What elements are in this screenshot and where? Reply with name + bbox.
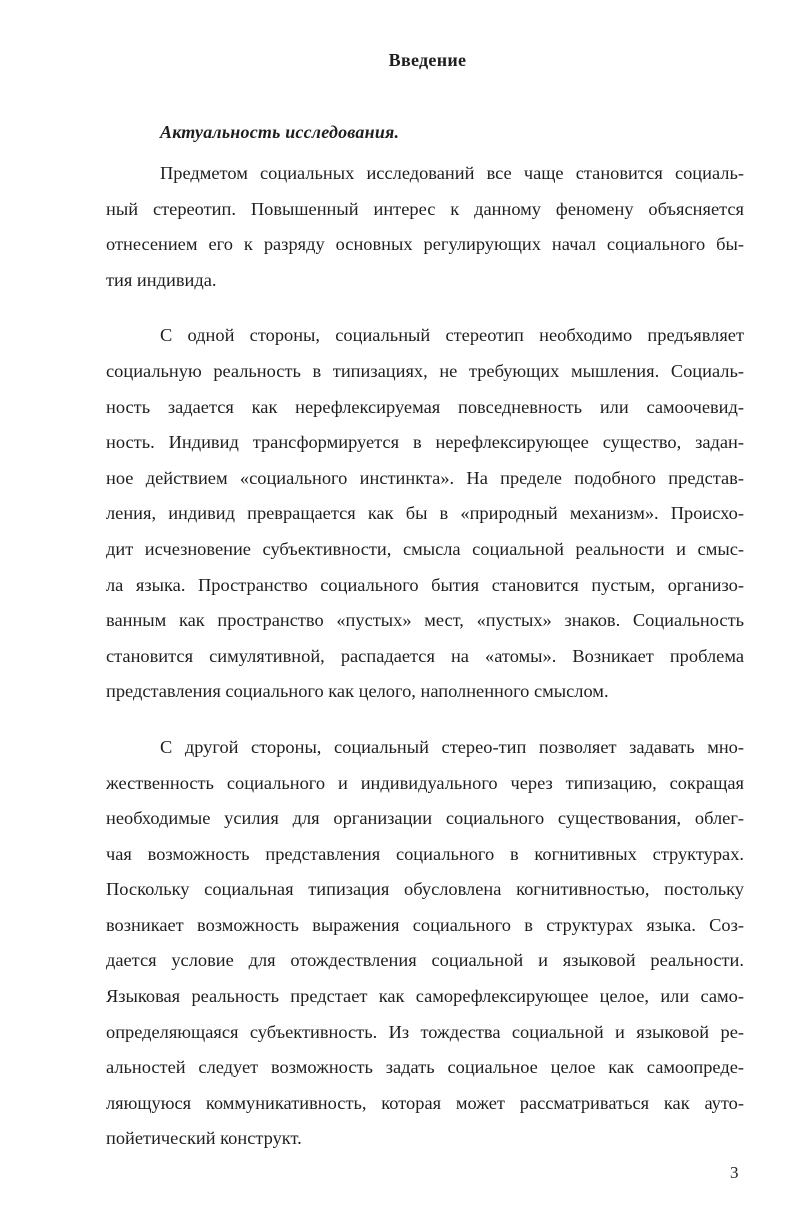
text-line: тия индивида.	[106, 269, 217, 290]
text-line: Поскольку социальная типизация обусловлена когнитивностью, постольку	[106, 879, 744, 900]
body-text	[106, 156, 744, 1157]
text-line: пойетический конструкт.	[106, 1128, 302, 1149]
text-line: ный стереотип. Повышенный интерес к данному феномену объясняется	[106, 198, 744, 219]
text-line: ность задается как нерефлексируемая повседневность или самоочевид-	[106, 396, 744, 417]
text-line: необходимые усилия для организации социального существования, облег-	[106, 808, 744, 829]
paragraph-1	[106, 156, 744, 298]
text-line: Предметом социальных исследований все чаще становится социаль-	[160, 163, 744, 183]
paragraph-2	[106, 318, 744, 710]
text-line: ванным как пространство «пустых» мест, «пустых» знаков. Социальность	[106, 610, 744, 631]
text-line: возникает возможность выражения социального в структурах языка. Соз-	[106, 914, 744, 935]
text-line: социальную реальность в типизациях, не требующих мышления. Социаль-	[106, 360, 744, 381]
text-line: ления, индивид превращается как бы в «природный механизм». Происхо-	[106, 503, 744, 524]
text-line: С другой стороны, социальный стерео-тип позволяет задавать мно-	[160, 736, 744, 757]
text-line: ла языка. Пространство социального бытия становится пустым, организо-	[106, 574, 744, 595]
page-number: 3	[730, 1163, 739, 1182]
text-line: определяющаяся субъективность. Из тождества социальной и языковой ре-	[106, 1021, 744, 1042]
text-line: представления социального как целого, наполненного смыслом.	[106, 681, 609, 702]
text-line: чая возможность представления социального в когнитивных структурах.	[106, 843, 744, 864]
paragraph-3	[106, 730, 744, 1157]
text-line: ное действием «социального инстинкта». На пределе подобного представ-	[106, 467, 744, 488]
text-line: дит исчезновение субъективности, смысла социальной реальности и смыс-	[106, 538, 744, 559]
subsection-heading: Актуальность исследования.	[160, 122, 400, 142]
text-line: Языковая реальность предстает как саморефлексирующее целое, или само-	[106, 986, 744, 1007]
section-heading: Введение	[388, 50, 467, 70]
text-line: альностей следует возможность задать социальное целое как самоопреде-	[106, 1057, 744, 1078]
text-line: дается условие для отождествления социальной и языковой реальности.	[106, 950, 744, 971]
text-line: ность. Индивид трансформируется в нерефлексирующее существо, задан-	[106, 432, 744, 453]
text-line: становится симулятивной, распадается на «атомы». Возникает проблема	[106, 645, 744, 666]
text-line: отнесением его к разряду основных регулирующих начал социального бы-	[106, 234, 744, 255]
text-line: жественность социального и индивидуального через типизацию, сокращая	[106, 772, 744, 793]
text-line: С одной стороны, социальный стереотип необходимо предъявляет	[160, 325, 744, 346]
text-line: ляющуюся коммуникативность, которая может рассматриваться как ауто-	[106, 1092, 744, 1113]
